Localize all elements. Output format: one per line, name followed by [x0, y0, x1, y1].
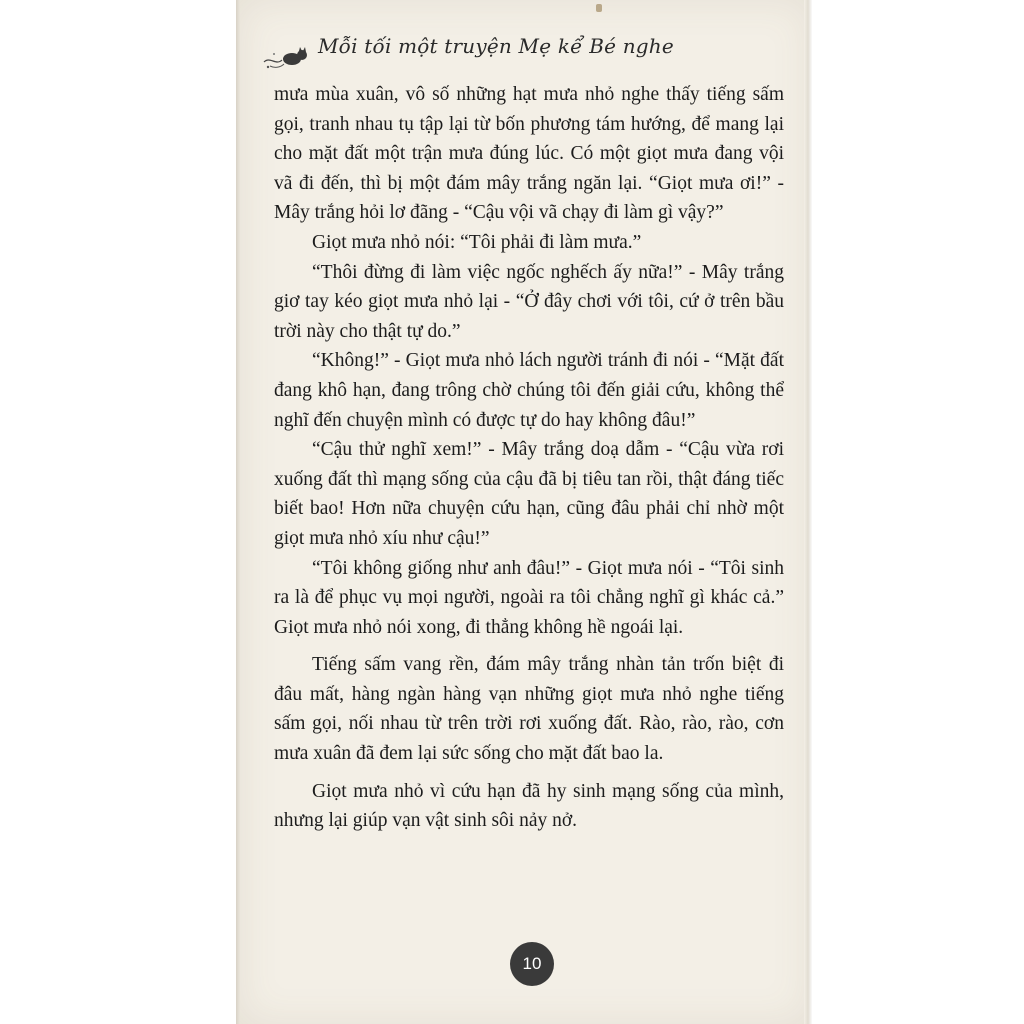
paragraph: mưa mùa xuân, vô số những hạt mưa nhỏ nghe thấy tiếng sấm gọi, tranh nhau tụ tập lại từ bốn phương tám hướng, để mang lại cho mặt đất một trận mưa đúng lúc. Có một giọt mưa đang vội vã đi đến, thì bị một đám mây trắng ngăn lại. “Giọt mưa ơi!” - Mây trắng hỏi lơ đãng - “Cậu vội vã chạy đi làm gì vậy?” [274, 84, 784, 224]
paragraph: “Không!” - Giọt mưa nhỏ lách người tránh đi nói - “Mặt đất đang khô hạn, đang trông chờ chúng tôi đến giải cứu, không thể nghĩ đến chuyện mình có được tự do hay không đâu!” [274, 350, 784, 431]
paragraph: “Thôi đừng đi làm việc ngốc nghếch ấy nữa!” - Mây trắng giơ tay kéo giọt mưa nhỏ lại - “Ở đây chơi với tôi, cứ ở trên bầu trời này cho thật tự do.” [274, 261, 784, 342]
page-number: 10 [510, 942, 554, 986]
tape-mark [596, 4, 602, 12]
paragraph: “Tôi không giống như anh đâu!” - Giọt mưa nói - “Tôi sinh ra là để phục vụ mọi người, ngoài ra tôi chẳng nghĩ gì khác cả.” Giọt mưa nhỏ nói xong, đi thẳng không hề ngoái lại. [274, 557, 784, 638]
story-text [274, 80, 784, 836]
book-title-header: Mỗi tối một truyện Mẹ kể Bé nghe [318, 34, 674, 58]
paragraph: Tiếng sấm vang rền, đám mây trắng nhàn tản trốn biệt đi đâu mất, hàng ngàn hàng vạn những giọt mưa nhỏ nghe tiếng sấm gọi, nối nhau từ trên trời rơi xuống đất. Rào, rào, rào, cơn mưa xuân đã đem lại sức sống cho mặt đất bao la. [274, 654, 784, 765]
paragraph: “Cậu thử nghĩ xem!” - Mây trắng doạ dẫm - “Cậu vừa rơi xuống đất thì mạng sống của cậu đã bị tiêu tan rồi, thật đáng tiếc biết bao! Hơn nữa chuyện cứu hạn, cũng đâu phải chỉ nhờ một giọt mưa nhỏ xíu như cậu!” [274, 439, 784, 549]
paragraph: Giọt mưa nhỏ vì cứu hạn đã hy sinh mạng sống của mình, nhưng lại giúp vạn vật sinh sôi nảy nở. [274, 780, 784, 832]
paragraph: Giọt mưa nhỏ nói: “Tôi phải đi làm mưa.” [312, 231, 642, 253]
cat-ornament-icon [262, 42, 314, 72]
page-right-edge [804, 0, 812, 1024]
running-header [262, 30, 782, 74]
